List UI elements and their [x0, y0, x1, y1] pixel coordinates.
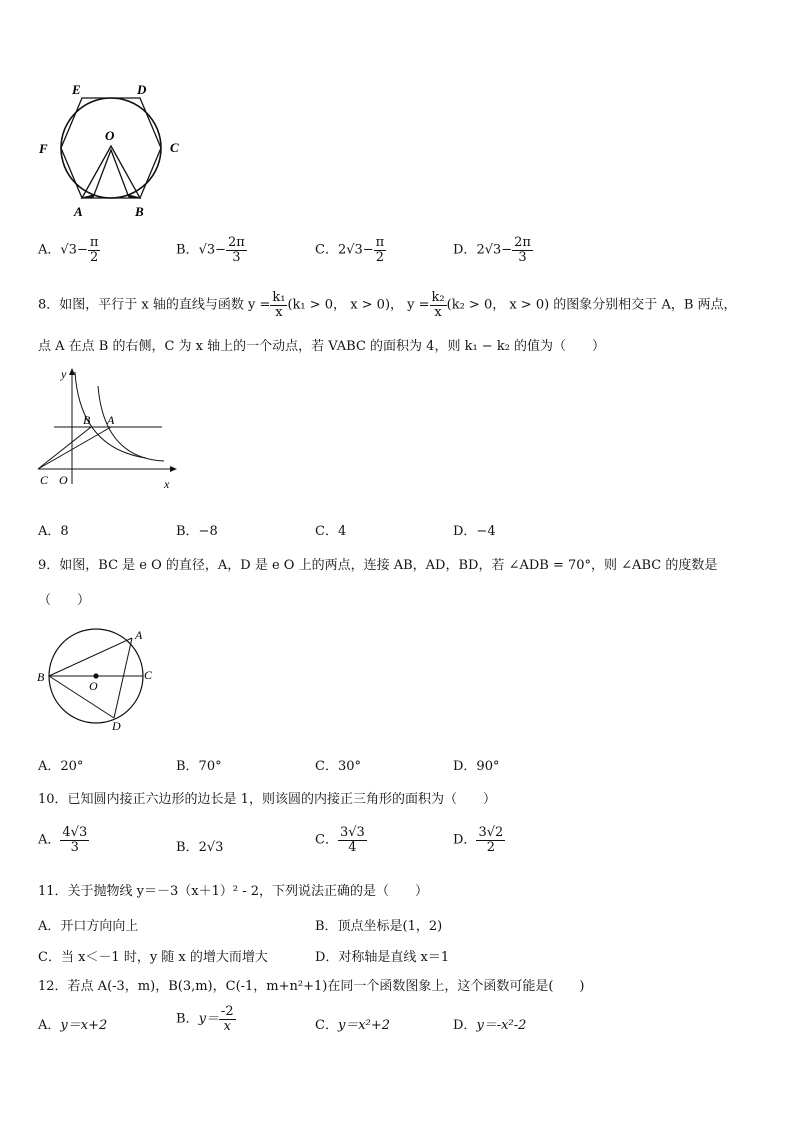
q8-stem-line2: 点 A 在点 B 的右侧，C 为 x 轴上的一个动点，若 VABC 的面积为 4，则 k₁ − k₂ 的值为（ ）: [38, 339, 606, 354]
q9-option-b: B．70°: [176, 759, 222, 774]
q12-stem: 12．若点 A(-3，m)，B(3,m)，C(-1，m+n²+1)在同一个函数图象上，这个函数可能是( ): [38, 979, 585, 994]
axis-x-label: x: [164, 477, 170, 491]
label-c: C: [170, 140, 179, 155]
q7-option-c: C．2√3− $\frac{\pi}{2}$: [315, 235, 385, 265]
label-o: O: [105, 128, 115, 143]
q10-option-a: A． $\frac{4√3}{3}$: [38, 825, 88, 855]
q9-option-d: D．90°: [453, 759, 500, 774]
q9-option-a: A．20°: [38, 759, 84, 774]
origin-label: O: [59, 473, 68, 487]
label-e: E: [72, 82, 81, 97]
q7-option-a: A．√3− $\frac{\pi}{2}$: [38, 235, 99, 265]
q12-option-a: A．y＝x+2: [38, 1018, 108, 1033]
q12-option-b: B．y＝ $\frac{-2}{x}$: [176, 1004, 234, 1034]
point-a-label: A: [135, 628, 143, 642]
label-d: D: [137, 82, 147, 97]
q12-option-d: D．y＝-x²-2: [453, 1018, 527, 1033]
label-f: F: [39, 141, 48, 156]
q12-option-c: C．y＝x²+2: [315, 1018, 391, 1033]
center-o-label: O: [89, 679, 98, 693]
q11-stem: 11．关于抛物线 y＝－3（x＋1）² - 2，下列说法正确的是（ ）: [38, 884, 429, 899]
q9-stem-line2: （ ）: [38, 593, 91, 608]
axis-y-label: y: [61, 367, 67, 381]
point-c-label: C: [144, 668, 153, 682]
label-a: A: [74, 204, 83, 219]
point-b-label: B: [83, 413, 91, 427]
point-b-label: B: [37, 670, 45, 684]
q11-option-c: C．当 x＜－1 时，y 随 x 的增大而增大: [38, 950, 268, 965]
q11-option-d: D．对称轴是直线 x＝1: [315, 950, 450, 965]
q10-option-d: D． $\frac{3√2}{2}$: [453, 825, 504, 855]
q8-option-c: C．4: [315, 524, 347, 539]
q10-stem: 10．已知圆内接正六边形的边长是 1，则该圆的内接正三角形的面积为（ ）: [38, 792, 496, 807]
circle-diameter-figure: [34, 624, 164, 734]
q7-option-d: D．2√3− $\frac{2\pi}{3}$: [453, 235, 531, 265]
q8-stem-line1: 8．如图，平行于 x 轴的直线与函数 y = $\frac{\text{k₁}}{x}$ (k₁ > 0， x > 0)， y = $\frac{\text{k₂}}{x}$ (k₂ > 0， x > 0) 的图象分别相交于 A，B 两点，: [38, 290, 737, 320]
label-b: B: [135, 204, 144, 219]
q7-option-b: B．√3− $\frac{2\pi}{3}$: [176, 235, 245, 265]
q10-option-b: B．2√3: [176, 840, 224, 855]
q8-option-d: D．−4: [453, 524, 496, 539]
q10-option-c: C． $\frac{3√3}{4}$: [315, 825, 365, 855]
hexagon-circle-figure: [36, 78, 186, 223]
q8-option-b: B．−8: [176, 524, 218, 539]
q11-option-b: B．顶点坐标是(1，2): [315, 919, 443, 934]
q9-stem-line1: 9．如图，BC 是 e O 的直径，A，D 是 e O 上的两点，连接 AB，AD，BD，若 ∠ADB = 70°，则 ∠ABC 的度数是: [38, 558, 718, 573]
point-d-label: D: [112, 719, 121, 733]
point-c-label: C: [40, 473, 49, 487]
q9-option-c: C．30°: [315, 759, 361, 774]
q11-option-a: A．开口方向向上: [38, 919, 139, 934]
q8-option-a: A．8: [38, 524, 69, 539]
hyperbola-figure: [34, 366, 184, 492]
point-a-label: A: [107, 413, 115, 427]
